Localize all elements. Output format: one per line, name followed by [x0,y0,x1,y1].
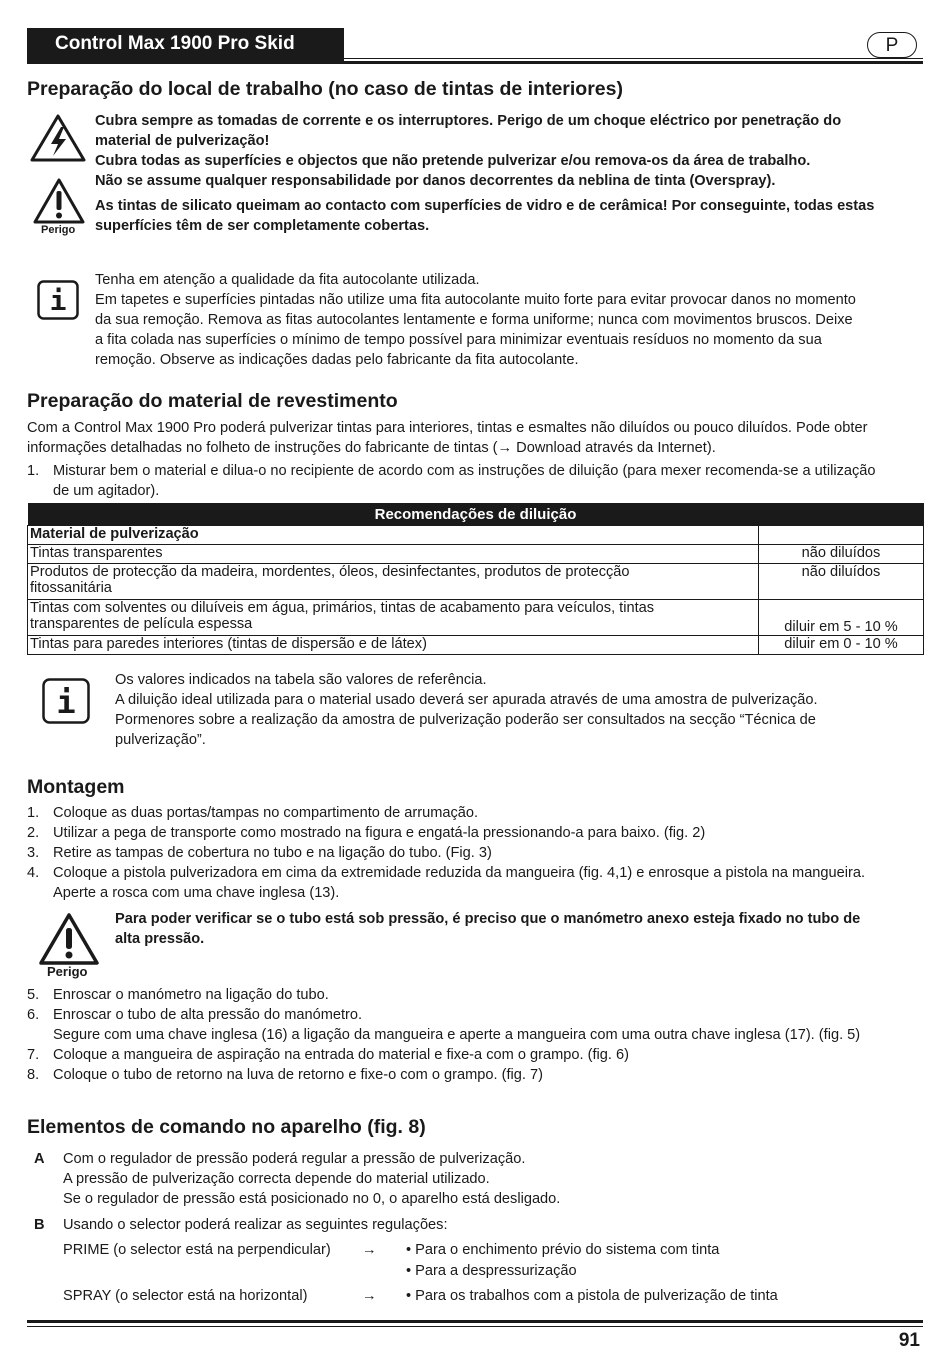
warning-text: Cubra todas as superfícies e objectos que não pretende pulverizar e/ou remova-os da área de trabalho. [95,153,811,169]
page-number: 91 [898,1330,920,1351]
prime-label: PRIME (o selector está na perpendicular) [63,1242,331,1258]
electric-hazard-icon [29,113,87,163]
item-letter: A [34,1151,45,1167]
warning-icon [38,912,100,966]
step-number: 4. [27,865,40,881]
header-rule-top [344,58,923,59]
info-text: A diluição ideal utilizada para o material usado deverá ser apurada através de uma amostra de pulverização. [115,692,818,708]
footer-rule [27,1320,923,1323]
step-number: 1. [27,805,40,821]
step-text: Aperte a rosca com uma chave inglesa (13). [53,885,340,901]
item-text: Com o regulador de pressão poderá regular a pressão de pulverização. [63,1151,526,1167]
item-text: Usando o selector poderá realizar as seguintes regulações: [63,1217,448,1233]
table-cell: Tintas com solventes ou diluíveis em água, primários, tintas de acabamento para veículos, tintas transparentes de película espessa [28,600,759,636]
step-text: Retire as tampas de cobertura no tubo e na ligação do tubo. (Fig. 3) [53,845,492,861]
spray-label: SPRAY (o selector está na horizontal) [63,1288,308,1304]
warning-text: Para poder verificar se o tubo está sob pressão, é preciso que o manómetro anexo esteja fixado no tubo de [115,911,861,927]
table-cell-value: diluir em 0 - 10 % [759,636,924,655]
step-text: Coloque a mangueira de aspiração na entrada do material e fixe-a com o grampo. (fig. 6) [53,1047,629,1063]
bullet-item: • Para o enchimento prévio do sistema com tinta [406,1242,720,1258]
step-number: 5. [27,987,40,1003]
table-row [28,600,924,636]
info-text: Pormenores sobre a realização da amostra de pulverização poderão ser consultados na secção “Técnica de [115,712,816,728]
step-number: 7. [27,1047,40,1063]
svg-text:i: i [56,683,76,721]
arrow-icon: → [362,1242,377,1258]
warning-text: As tintas de silicato queimam ao contacto com superfícies de vidro e de cerâmica! Por conseguinte, todas estas [95,198,875,214]
table-cell: Produtos de protecção da madeira, mordentes, óleos, desinfectantes, produtos de protecção fitossanitária [28,564,759,600]
table-row [28,564,924,600]
step-text: Enroscar o tubo de alta pressão do manómetro. [53,1007,363,1023]
warning-text: superfícies têm de ser completamente cobertas. [95,218,430,234]
info-text: pulverização”. [115,732,206,748]
svg-text:i: i [49,284,67,317]
info-text: Em tapetes e superfícies pintadas não utilize uma fita autocolante muito forte para evitar provocar danos no momento [95,292,856,308]
section-title-workplace: Preparação do local de trabalho (no caso de tintas de interiores) [27,78,623,100]
step-text: Utilizar a pega de transporte como mostrado na figura e engatá-la pressionando-a para baixo. (fig. 2) [53,825,706,841]
step-number: 8. [27,1067,40,1083]
warning-text: Não se assume qualquer responsabilidade por danos decorrentes da neblina de tinta (Overspray). [95,173,776,189]
warning-text: material de pulverização! [95,133,270,149]
step-number: 3. [27,845,40,861]
table-cell: Tintas transparentes [28,545,759,564]
step-text: Misturar bem o material e dilua-o no recipiente de acordo com as instruções de diluição (para mexer recomenda-se a utilização [53,463,876,479]
item-text: Se o regulador de pressão está posicionado no 0, o aparelho está desligado. [63,1191,561,1207]
item-letter: B [34,1217,45,1233]
table-cell-value: não diluídos [759,564,924,600]
table-cell-value: diluir em 5 - 10 % [759,600,924,636]
section-title-controls: Elementos de comando no aparelho (fig. 8) [27,1116,426,1138]
warning-icon [32,177,86,225]
section-title-assembly: Montagem [27,776,125,798]
paragraph-text: informações detalhadas no folheto de instruções do fabricante de tintas (→ Download através da Internet). [27,440,716,456]
info-text: Tenha em atenção a qualidade da fita autocolante utilizada. [95,272,480,288]
header-rule [27,61,923,64]
bullet-item: • Para os trabalhos com a pistola de pulverização de tinta [406,1288,778,1304]
item-text: A pressão de pulverização correcta depende do material utilizado. [63,1171,490,1187]
table-column-header: Material de pulverização [28,526,759,545]
warning-text: alta pressão. [115,931,205,947]
table-title: Recomendações de diluição [28,503,924,526]
step-number: 6. [27,1007,40,1023]
info-text: Os valores indicados na tabela são valores de referência. [115,672,487,688]
step-text: de um agitador). [53,483,160,499]
step-text: Coloque a pistola pulverizadora em cima da extremidade reduzida da mangueira (fig. 4,1) e enrosque a pistola na mangueira. [53,865,866,881]
warning-text: Cubra sempre as tomadas de corrente e os interruptores. Perigo de um choque eléctrico por penetração do [95,113,842,129]
info-icon [42,678,90,724]
dilution-table [27,503,924,655]
step-number: 1. [27,463,40,479]
table-row [28,636,924,655]
arrow-icon: → [362,1288,377,1304]
danger-label: Perigo [41,224,76,236]
footer-rule-thin [27,1326,923,1327]
info-text: a fita colada nas superfícies o mínimo de tempo possível para minimizar eventuais resíduos no momento da sua [95,332,822,348]
step-number: 2. [27,825,40,841]
language-badge: P [867,32,917,58]
table-row [28,545,924,564]
info-text: da sua remoção. Remova as fitas autocolantes lentamente e forma uniforme; nunca com movimentos bruscos. Deixe [95,312,853,328]
table-cell-value: não diluídos [759,545,924,564]
step-text: Segure com uma chave inglesa (16) a ligação da mangueira e aperte a mangueira com uma outra chave inglesa (17). (fig. 5) [53,1027,861,1043]
danger-label: Perigo [47,964,88,979]
table-cell: Tintas para paredes interiores (tintas de dispersão e de látex) [28,636,759,655]
step-text: Coloque as duas portas/tampas no compartimento de arrumação. [53,805,479,821]
paragraph-text: Com a Control Max 1900 Pro poderá pulverizar tintas para interiores, tintas e esmaltes não diluídos ou pouco diluídos. Pode obter [27,420,868,436]
info-text: remoção. Observe as indicações dadas pelo fabricante da fita autocolante. [95,352,579,368]
info-icon [37,280,79,320]
bullet-item: • Para a despressurização [406,1263,577,1279]
section-title-material: Preparação do material de revestimento [27,390,398,412]
step-text: Coloque o tubo de retorno na luva de retorno e fixe-o com o grampo. (fig. 7) [53,1067,543,1083]
document-title: Control Max 1900 Pro Skid [55,33,295,54]
step-text: Enroscar o manómetro na ligação do tubo. [53,987,329,1003]
